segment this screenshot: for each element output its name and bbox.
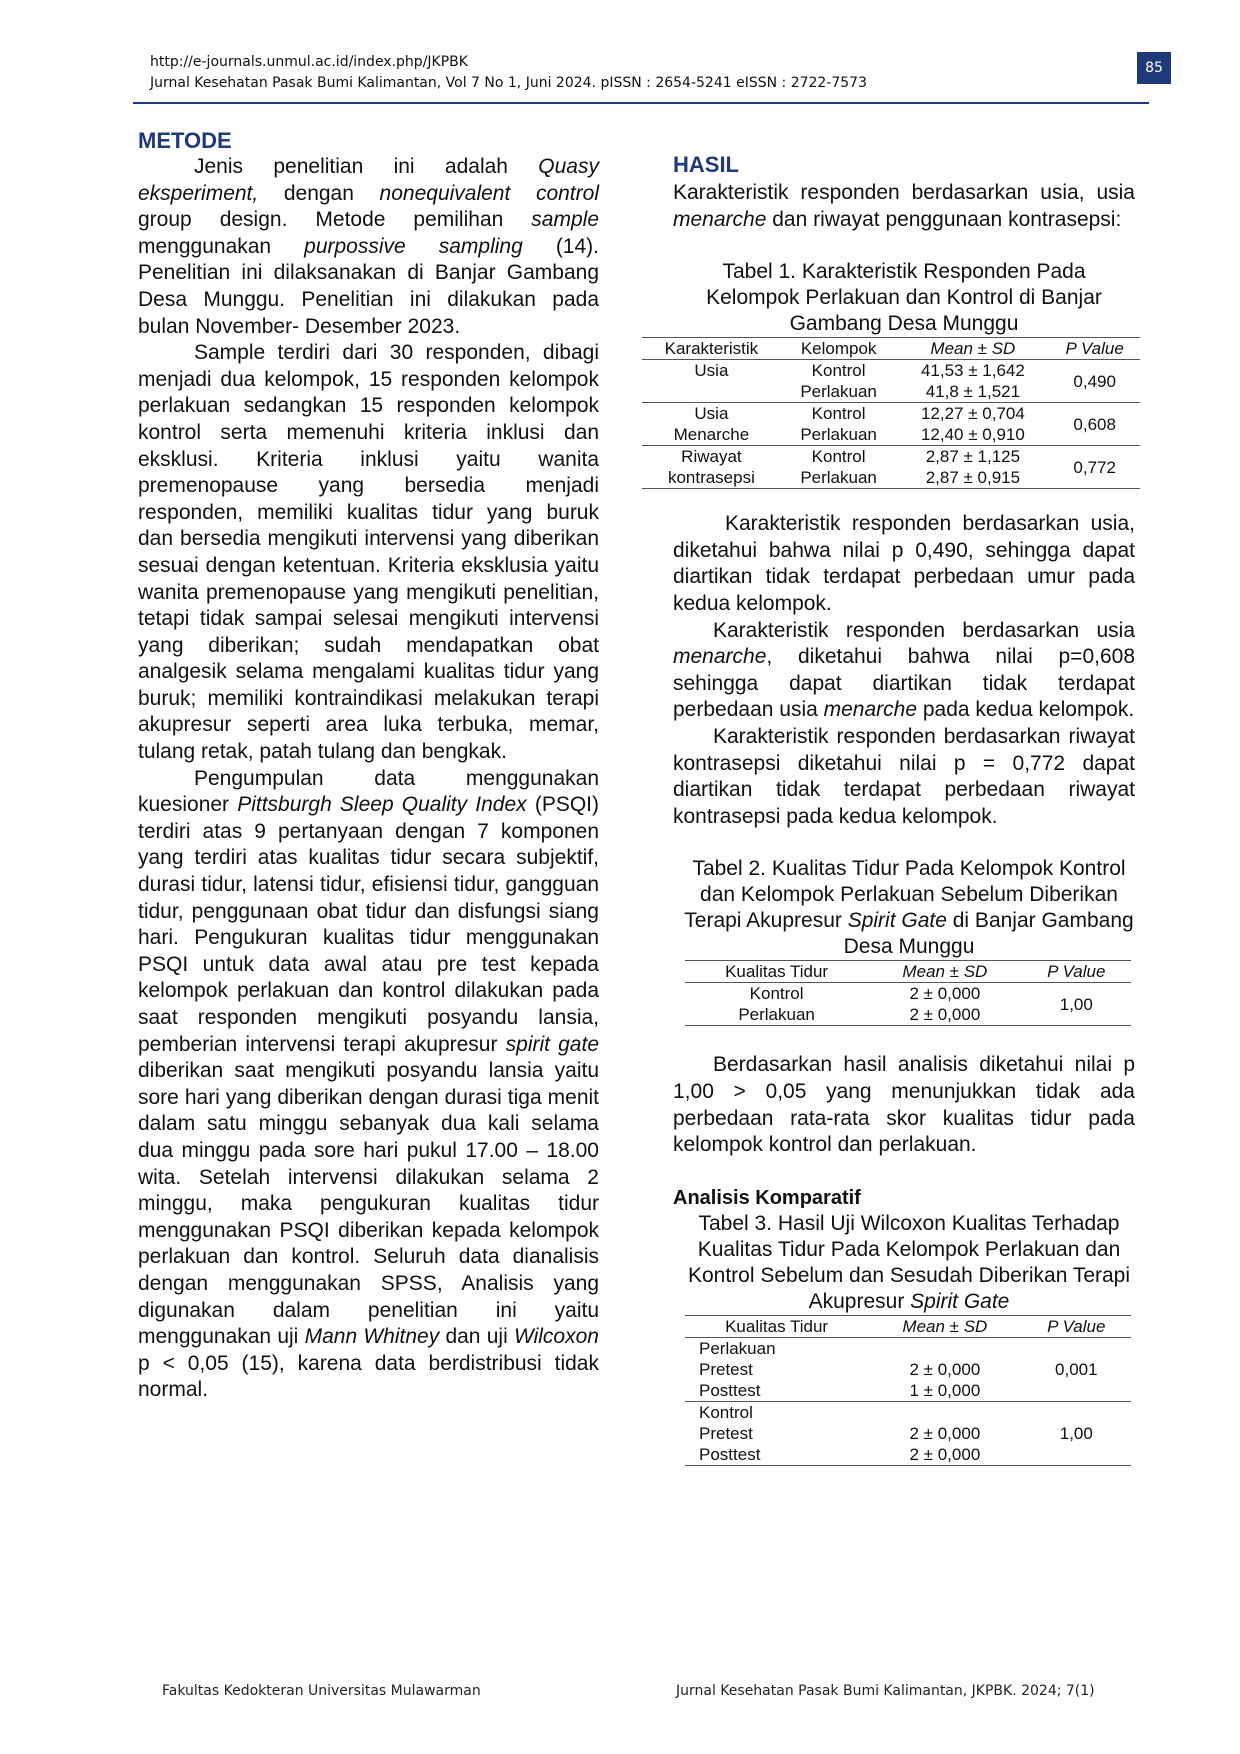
table-cell: 2 ± 0,000 [909, 1359, 981, 1379]
table-cell: 41,8 ± 1,521 [896, 381, 1049, 403]
table-cell: kontrasepsi [642, 467, 781, 489]
table3-header: Mean ± SD [868, 1315, 1021, 1337]
table3 [685, 1315, 1131, 1466]
hasil-paragraph-4: Berdasarkan hasil analisis diketahui nilai p 1,00 > 0,05 yang menunjukkan tidak ada perbedaan rata-rata skor kualitas tidur pada kelompok kontrol dan perlakuan. [673, 1053, 1135, 1157]
table3-header: P Value [1022, 1315, 1131, 1337]
table-cell: Menarche [642, 424, 781, 446]
hasil-paragraph-2: Karakteristik responden berdasarkan usia menarche, diketahui bahwa nilai p=0,608 sehingga dapat diartikan tidak terdapat perbedaan usia menarche pada kedua kelompok. [673, 618, 1135, 722]
table3-header: Kualitas Tidur [685, 1315, 868, 1337]
table2-header: P Value [1022, 961, 1131, 983]
table-cell: 1,00 [1022, 983, 1131, 1026]
table-cell [642, 381, 781, 403]
table-cell: Perlakuan [781, 381, 897, 403]
table-cell: 2,87 ± 0,915 [896, 467, 1049, 489]
table1-header: P Value [1049, 338, 1140, 360]
table1-header: Karakteristik [642, 338, 781, 360]
table-cell: 0,608 [1049, 403, 1140, 446]
hasil-paragraph-1: Karakteristik responden berdasarkan usia, diketahui bahwa nilai p 0,490, sehingga dapat diartikan tidak terdapat perbedaan umur pada kedua kelompok. [673, 512, 1135, 615]
page-number: 85 [1137, 52, 1171, 84]
hasil-intro: Karakteristik responden berdasarkan usia, usia menarche dan riwayat penggunaan kontrasepsi: [673, 181, 1135, 231]
analisis-heading: Analisis Komparatif [673, 1186, 861, 1209]
table-group-label: Perlakuan [699, 1338, 776, 1358]
table-cell: Perlakuan [781, 424, 897, 446]
table2-header: Mean ± SD [868, 961, 1021, 983]
table-cell: Usia [694, 361, 729, 381]
table-cell: Riwayat [681, 447, 742, 467]
table1 [642, 337, 1140, 489]
table-cell: Pretest [699, 1359, 753, 1379]
table-cell: 0,772 [1049, 446, 1140, 489]
hasil-heading: HASIL [673, 152, 739, 177]
table-cell: 1,00 [1059, 1423, 1093, 1443]
table-cell: 0,490 [1049, 360, 1140, 403]
table-cell: Perlakuan [685, 1004, 868, 1026]
table-cell: Kontrol [749, 984, 804, 1004]
footer-left: Fakultas Kedokteran Universitas Mulawarman [162, 1683, 481, 1699]
table-cell: 12,27 ± 0,704 [920, 404, 1025, 424]
table2-header: Kualitas Tidur [685, 961, 868, 983]
table-cell: Usia [694, 404, 729, 424]
table1-caption: Tabel 1. Karakteristik Responden Pada Kelompok Perlakuan dan Kontrol di Banjar Gambang Desa Munggu [706, 260, 1102, 336]
header-journal: Jurnal Kesehatan Pasak Bumi Kalimantan, Vol 7 No 1, Juni 2024. pISSN : 2654-5241 eISSN : 2722-7573 [150, 75, 868, 91]
table-cell: 2 ± 0,000 [868, 1004, 1021, 1026]
table2-caption: Tabel 2. Kualitas Tidur Pada Kelompok Kontrol dan Kelompok Perlakuan Sebelum Diberikan Terapi Akupresur Spirit Gate di Banjar Gambang Desa Munggu [684, 857, 1134, 959]
table-cell: Pretest [699, 1423, 753, 1443]
header-url: http://e-journals.unmul.ac.id/index.php/JKPBK [150, 54, 468, 70]
table1-header: Kelompok [781, 338, 897, 360]
table-cell: 12,40 ± 0,910 [896, 424, 1049, 446]
table-cell: Kontrol [811, 361, 866, 381]
hasil-paragraph-3: Karakteristik responden berdasarkan riwayat kontrasepsi diketahui nilai p = 0,772 dapat diartikan tidak terdapat perbedaan riwayat kontrasepsi pada kedua kelompok. [673, 724, 1135, 828]
table1-header: Mean ± SD [896, 338, 1049, 360]
table-cell: 2,87 ± 1,125 [925, 447, 1021, 467]
metode-paragraph-1: Jenis penelitian ini adalah Quasy eksperiment, dengan nonequivalent control group design. Metode pemilihan sample menggunakan purpossive sampling (14). Penelitian ini dilaksanakan di Banjar Gambang Desa Munggu. Penelitian ini dilakukan pada bulan November- Desember 2023. [138, 155, 599, 338]
table-cell: 2 ± 0,000 [909, 1423, 981, 1443]
table-cell: 1 ± 0,000 [868, 1380, 1021, 1402]
table2 [685, 960, 1131, 1026]
table-group-label: Kontrol [699, 1402, 753, 1422]
table3-caption: Tabel 3. Hasil Uji Wilcoxon Kualitas Terhadap Kualitas Tidur Pada Kelompok Perlakuan dan Kontrol Sebelum dan Sesudah Diberikan Terapi Akupresur Spirit Gate [687, 1211, 1131, 1313]
footer-right: Jurnal Kesehatan Pasak Bumi Kalimantan, JKPBK. 2024; 7(1) [676, 1683, 1095, 1699]
right-column [664, 152, 1135, 1466]
table-cell: Posttest [685, 1380, 868, 1402]
table-cell: 41,53 ± 1,642 [920, 361, 1025, 381]
metode-paragraph-3: Pengumpulan data menggunakan kuesioner Pittsburgh Sleep Quality Index (PSQI) terdiri atas 9 pertanyaan dengan 7 komponen yang terdiri atas kualitas tidur secara subjektif, durasi tidur, latensi tidur, efisiensi tidur, gangguan tidur, penggunaan obat tidur dan disfungsi siang hari. Pengukuran kualitas tidur menggunakan PSQI untuk data awal atau pre test kepada kelompok perlakuan dan kontrol dilakukan pada saat responden mengikuti posyandu lansia, pemberian intervensi terapi akupresur spirit gate diberikan saat mengikuti posyandu lansia yaitu sore hari yang diberikan dengan durasi tiga menit dalam satu minggu sebanyak dua kali selama dua minggu pada sore hari pukul 17.00 – 18.00 wita. Setelah intervensi dilakukan selama 2 minggu, maka pengukuran kualitas tidur menggunakan PSQI diberikan kepada kelompok perlakuan dan kontrol. Seluruh data dianalisis dengan menggunakan SPSS, Analisis yang digunakan dalam penelitian ini yaitu menggunakan uji Mann Whitney dan uji Wilcoxon p < 0,05 (15), karena data berdistribusi tidak normal. [138, 766, 600, 1402]
table-cell: 0,001 [1055, 1359, 1098, 1379]
metode-heading: METODE [138, 128, 232, 153]
table-cell: Kontrol [811, 404, 866, 424]
table-cell: 2 ± 0,000 [909, 984, 981, 1004]
metode-paragraph-2: Sample terdiri dari 30 responden, dibagi menjadi dua kelompok, 15 responden kelompok perlakuan sedangkan 15 responden kelompok kontrol serta memenuhi kriteria inklusi dan eksklusi. Kriteria inklusi yaitu wanita premenopause yang bersedia menjadi responden, memiliki kualitas tidur yang buruk dan bersedia mengikuti intervensi yang diberikan sesuai dengan ketentuan. Kriteria eksklusia yaitu wanita premenopause yang mengikuti penelitian, tetapi tidak sampai selesai mengikuti intervensi yang diberikan; sudah mendapatkan obat analgesik selama mengalami kualitas tidur yang buruk; memiliki kontraindikasi melakukan terapi akupresur seperti area luka terbuka, memar, tulang retak, patah tulang dan bengkak. [138, 341, 599, 764]
table-cell: Perlakuan [781, 467, 897, 489]
header-rule [133, 102, 1149, 104]
table-cell: Posttest [685, 1444, 868, 1466]
table-cell: Kontrol [811, 447, 866, 467]
table-cell: 2 ± 0,000 [868, 1444, 1021, 1466]
left-column [138, 128, 599, 1404]
